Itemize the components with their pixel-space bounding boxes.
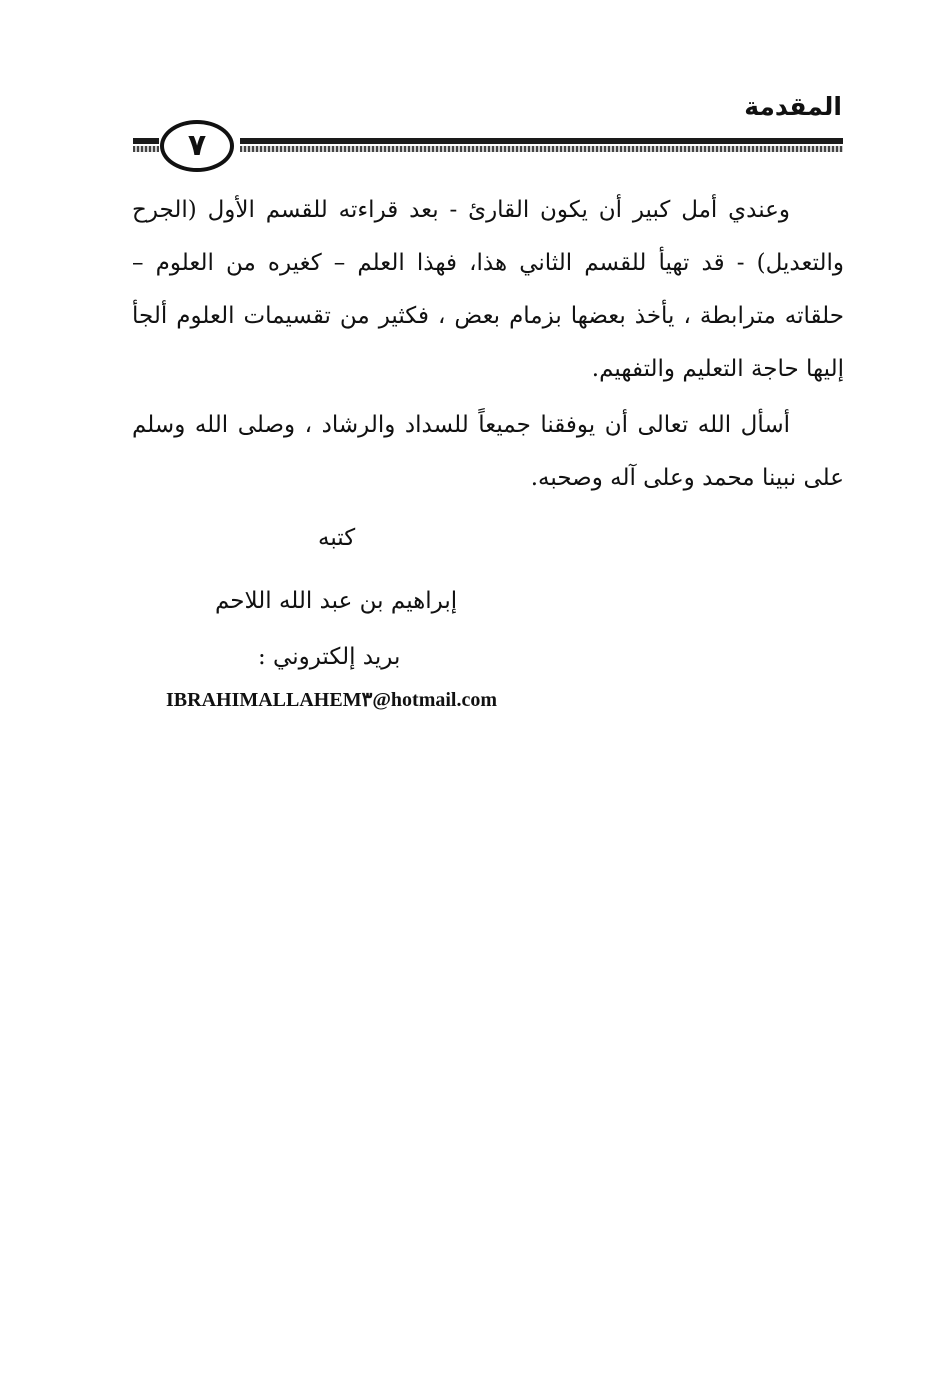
header-rule-stub-thick-line [133,138,159,144]
header-rule-thick-line [240,138,843,144]
paragraph-closing-hope: وعندي أمل كبير أن يكون القارئ - بعد قراءته للقسم الأول (الجرح والتعديل) - قد تهيأ للقسم الثاني هذا، فهذا العلم – كغيره من العلوم – حلقاته مترابطة ، يأخذ بعضها بزمام بعض ، فكثير من تقسيمات العلوم ألجأ إليها حاجة التعليم والتفهيم. [132,197,844,382]
header-rule-hatched-line [240,146,843,152]
signature-label: كتبه [318,525,356,551]
header-rule [240,138,843,152]
section-title: المقدمة [744,92,842,121]
body-text [132,184,844,505]
page-number: ٧ [160,120,234,172]
header-rule-stub-hatched-line [133,146,159,152]
header-rule-stub [133,138,159,152]
email-address: IBRAHIMALLAHEM٣@hotmail.com [166,689,498,711]
author-name: إبراهيم بن عبد الله اللاحم [215,588,458,614]
email-label: بريد إلكتروني : [258,644,401,670]
paragraph-prayer: أسأل الله تعالى أن يوفقنا جميعاً للسداد والرشاد ، وصلى الله وسلم على نبينا محمد وعلى آله وصحبه. [132,412,844,491]
